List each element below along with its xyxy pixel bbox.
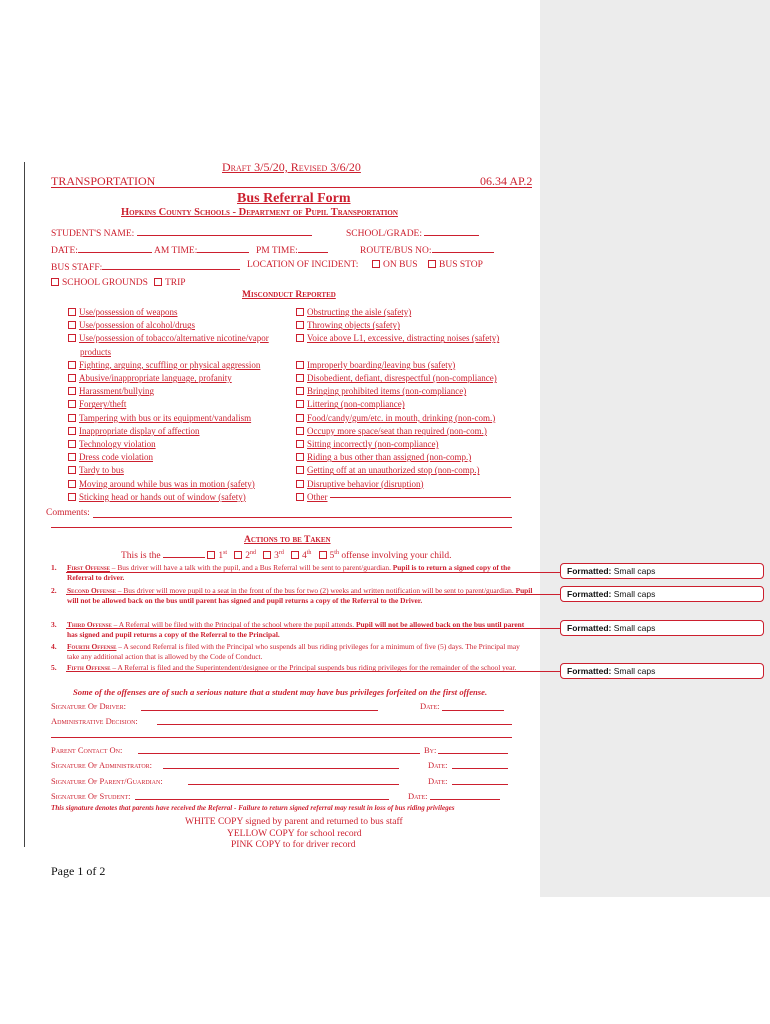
misconduct-item-label: Technology violation [79,439,156,449]
checkbox-icon [68,466,76,474]
checkbox-icon [372,260,380,268]
checkbox-icon [68,308,76,316]
checkbox-icon[interactable] [291,551,299,559]
admin-decision-line-2 [51,737,512,738]
admin-date-label: Date: [428,760,448,770]
comment-leader-2 [66,594,560,595]
admin-signature-line [163,768,399,769]
action-number: 1. [51,563,57,572]
action-text: – Bus driver will have a talk with the pupil, and a Bus Referral will be sent to parent/guardian. [109,563,393,572]
misconduct-item-label: Forgery/theft [79,399,127,410]
checkbox-icon[interactable] [319,551,327,559]
misconduct-item-right[interactable] [296,307,411,317]
bus-staff-label: BUS STAFF: [51,263,103,273]
misconduct-item-left[interactable] [68,479,255,489]
date-field[interactable] [51,243,152,256]
action-name: Third Offense [67,620,112,629]
checkbox-icon[interactable] [207,551,215,559]
misconduct-item-left[interactable] [68,399,126,409]
checkbox-icon [296,466,304,474]
bus-stop-checkbox[interactable]: BUS STOP [428,260,483,270]
parent-contact-label: Parent Contact On: [51,745,123,755]
parent-signature-line [188,784,399,785]
action-text: – Bus driver will move pupil to a seat in the front of the bus for two (2) weeks and written notification will be sent to parent/guardian. [115,586,516,595]
admin-decision-line-1 [157,724,512,725]
action-name: Second Offense [67,586,116,595]
formatting-comment-1[interactable]: Formatted: Small caps [560,563,764,579]
student-signature-label: Signature Of Student: [51,791,131,801]
action-text: – A Referral is filed and the Superintendent/designee or the Principal suspends bus riding privileges for the remainder of the school year. [110,663,517,672]
admin-date-line [452,768,508,769]
checkbox-icon [296,361,304,369]
misconduct-item-left[interactable] [68,465,124,475]
misconduct-item-label: Inappropriate display of affection [79,425,200,436]
am-time-label: AM TIME: [154,246,198,256]
student-name-field[interactable] [51,226,312,239]
action-text: – A Referral will be filed with the Principal of the school where the pupil attends. [111,620,357,629]
white-copy-note: WHITE COPY signed by parent and returned to bus staff [185,817,403,827]
action-bold-text: Pupil will not be allowed back on the bus until parent has signed and pupil returns a copy of the Referral to the Driver. [67,586,533,605]
misconduct-item-right[interactable] [296,413,495,423]
formatting-comment-2[interactable]: Formatted: Small caps [560,586,764,602]
parent-date-label: Date: [428,776,448,786]
misconduct-item-label: Use/possession of weapons [79,307,178,317]
comment-leader-4 [66,671,560,672]
actions-heading: Actions to be Taken [244,535,331,545]
misconduct-item-right[interactable] [296,439,438,449]
misconduct-item-right[interactable] [296,465,480,475]
pm-time-label: PM TIME: [256,246,298,256]
misconduct-heading: Misconduct Reported [242,290,336,300]
misconduct-item-left[interactable] [68,386,154,396]
comment-leader-3 [66,628,560,629]
action-text: – A second Referral is filed with the Principal who suspends all bus riding privileges for a minimum of five (5) days. The Principal may take any additional action that is allowed by the Code of Conduct. [67,642,520,661]
misconduct-item-left[interactable] [68,360,260,370]
admin-signature-label: Signature Of Administrator: [51,760,153,770]
driver-date-label: Date: [420,701,440,711]
checkbox-icon [68,400,76,408]
checkbox-icon[interactable] [234,551,242,559]
checkbox-icon[interactable] [263,551,271,559]
header-rule [51,187,532,188]
form-subtitle: Hopkins County Schools - Department of Pupil Transportation [121,207,398,218]
misconduct-item-label: Use/possession of tobacco/alternative nicotine/vapor [79,333,269,344]
student-name-label: STUDENT'S NAME: [51,229,135,239]
misconduct-item-right[interactable] [296,373,497,383]
misconduct-item-right[interactable] [296,386,466,396]
student-date-line [430,799,500,800]
route-bus-field[interactable] [360,243,494,256]
checkbox-icon [68,493,76,501]
checkbox-icon [68,361,76,369]
checkbox-icon [68,453,76,461]
checkbox-icon [296,334,304,342]
misconduct-item-left[interactable] [80,347,111,357]
misconduct-item-right[interactable] [296,452,471,462]
action-item [67,586,533,605]
misconduct-item-label: Tardy to bus [79,465,124,476]
action-number: 5. [51,663,57,672]
checkbox-icon [296,321,304,329]
student-date-label: Date: [408,791,428,801]
misconduct-item-right[interactable] [296,320,400,330]
location-label: LOCATION OF INCIDENT: [247,260,359,270]
parent-signature-label: Signature Of Parent/Guardian: [51,776,163,786]
action-bold-text: Pupil will not be allowed back on the bus until parent has signed and pupil returns a copy of the Referral to the Principal. [67,620,525,639]
action-name: Fourth Offense [67,642,117,651]
by-label: By: [424,745,437,755]
misconduct-item-label: Riding a bus other than assigned (non-comp.) [307,452,472,463]
student-signature-line [135,799,389,800]
misconduct-item-left[interactable] [68,492,246,502]
change-bar [24,162,25,847]
page-gap [540,897,770,1024]
checkbox-icon [68,427,76,435]
checkbox-icon [296,480,304,488]
misconduct-item-label: Tampering with bus or its equipment/vandalism [79,412,252,423]
pm-time-field[interactable] [256,243,328,256]
checkbox-icon [68,414,76,422]
checkbox-icon [296,440,304,448]
comment-margin [540,0,770,897]
action-number: 2. [51,586,57,595]
action-name: Fifth Offense [67,663,111,672]
checkbox-icon [296,493,304,501]
misconduct-item-label: Sticking head or hands out of window (safety) [79,491,246,502]
checkbox-icon [154,278,162,286]
checkbox-icon [68,374,76,382]
pink-copy-note: PINK COPY to for driver record [231,840,356,850]
misconduct-item-label: Improperly boarding/leaving bus (safety) [307,359,456,370]
misconduct-item-left[interactable] [68,307,178,317]
checkbox-icon [68,334,76,342]
checkbox-icon [428,260,436,268]
misconduct-item-label: Getting off at an unauthorized stop (non-comp.) [307,465,480,476]
parent-date-line [452,784,508,785]
checkbox-icon [296,453,304,461]
misconduct-item-label: Occupy more space/seat than required (non-com.) [307,425,487,436]
action-number: 3. [51,620,57,629]
action-item [67,620,533,639]
driver-date-line [442,710,504,711]
offense-selector: This is the 1st 2nd 3rd 4th 5th offense involving your child. [121,549,452,561]
misconduct-item-left[interactable] [68,452,153,462]
checkbox-icon [296,387,304,395]
misconduct-item-label: Disobedient, defiant, disrespectful (non-compliance) [307,373,497,383]
checkbox-icon [296,308,304,316]
misconduct-item-left[interactable] [68,373,232,383]
misconduct-item-label: Other [307,491,328,502]
misconduct-item-label: Abusive/inappropriate language, profanity [79,373,232,383]
yellow-copy-note: YELLOW COPY for school record [227,829,362,839]
misconduct-item-label: Voice above L1, excessive, distracting noises (safety) [307,333,500,344]
misconduct-item-right[interactable] [296,399,405,409]
department-label: TRANSPORTATION [51,174,156,188]
comment-leader-1 [66,572,560,573]
am-time-field[interactable] [154,243,249,256]
checkbox-icon [296,427,304,435]
checkbox-icon [296,414,304,422]
draft-revision: Draft 3/5/20, Revised 3/6/20 [222,160,361,174]
school-grade-label: SCHOOL/GRADE: [346,229,423,239]
misconduct-item-left[interactable] [68,333,269,343]
page-number: Page 1 of 2 [51,864,106,878]
signature-note: This signature denotes that parents have received the Referral - Failure to return signed referral may result in loss of bus riding privileges [51,804,455,812]
action-number: 4. [51,642,57,651]
action-bold-text: Pupil is to return a signed copy of the Referral to driver. [67,563,511,582]
policy-code: 06.34 AP.2 [480,174,533,188]
misconduct-item-right[interactable] [296,333,499,343]
misconduct-item-label: products [80,346,111,357]
checkbox-icon [68,387,76,395]
checkbox-icon [68,480,76,488]
route-bus-label: ROUTE/BUS NO: [360,246,432,256]
checkbox-icon [51,278,59,286]
misconduct-item-label: Fighting, arguing, scuffling or physical aggression [79,359,261,370]
misconduct-item-label: Sitting incorrectly (non-compliance) [307,439,439,449]
signature-driver-line [141,710,378,711]
comments-line-2 [51,527,512,528]
misconduct-item-label: Bringing prohibited items (non-compliance) [307,386,467,397]
misconduct-item-label: Obstructing the aisle (safety) [307,307,412,317]
on-bus-checkbox[interactable]: ON BUS [372,260,418,270]
action-name: First Offense [67,563,110,572]
formatting-comment-3[interactable]: Formatted: Small caps [560,620,764,636]
misconduct-item-left[interactable] [68,320,195,330]
misconduct-item-left[interactable] [68,426,200,436]
checkbox-icon [296,374,304,382]
school-grounds-checkbox[interactable]: SCHOOL GROUNDS [51,278,148,288]
misconduct-item-right[interactable] [296,360,455,370]
action-item [67,642,533,661]
comments-line-1 [93,517,512,518]
admin-decision-label: Administrative Decision: [51,716,138,726]
misconduct-item-right[interactable] [296,426,487,436]
by-line [438,753,508,754]
misconduct-item-label: Throwing objects (safety) [307,320,400,331]
trip-checkbox[interactable]: TRIP [154,278,186,288]
misconduct-item-label: Food/candy/gum/etc. in mouth, drinking (non-com.) [307,412,496,423]
misconduct-item-right[interactable] [296,492,328,502]
checkbox-icon [68,321,76,329]
formatting-comment-4[interactable]: Formatted: Small caps [560,663,764,679]
bus-staff-field[interactable] [51,260,240,273]
form-title: Bus Referral Form [237,191,351,206]
misconduct-item-left[interactable] [68,413,251,423]
misconduct-item-right[interactable] [296,479,423,489]
checkbox-icon [68,440,76,448]
comments-label: Comments: [46,508,90,518]
other-line [330,497,511,498]
misconduct-item-label: Dress code violation [79,452,153,463]
parent-contact-line [138,753,420,754]
comments-field[interactable] [46,508,90,518]
misconduct-item-label: Use/possession of alcohol/drugs [79,320,195,331]
signature-driver-label: Signature Of Driver: [51,701,126,711]
school-grade-field[interactable] [346,226,479,239]
misconduct-item-label: Disruptive behavior (disruption) [307,478,424,489]
warning-text: Some of the offenses are of such a serious nature that a student may have bus privileges forfeited on the first offense. [73,687,488,697]
checkbox-icon [296,400,304,408]
misconduct-item-label: Moving around while bus was in motion (safety) [79,478,255,489]
misconduct-item-label: Littering (non-compliance) [307,399,405,410]
misconduct-item-label: Harassment/bullying [79,386,154,397]
date-label: DATE: [51,246,78,256]
misconduct-item-left[interactable] [68,439,156,449]
